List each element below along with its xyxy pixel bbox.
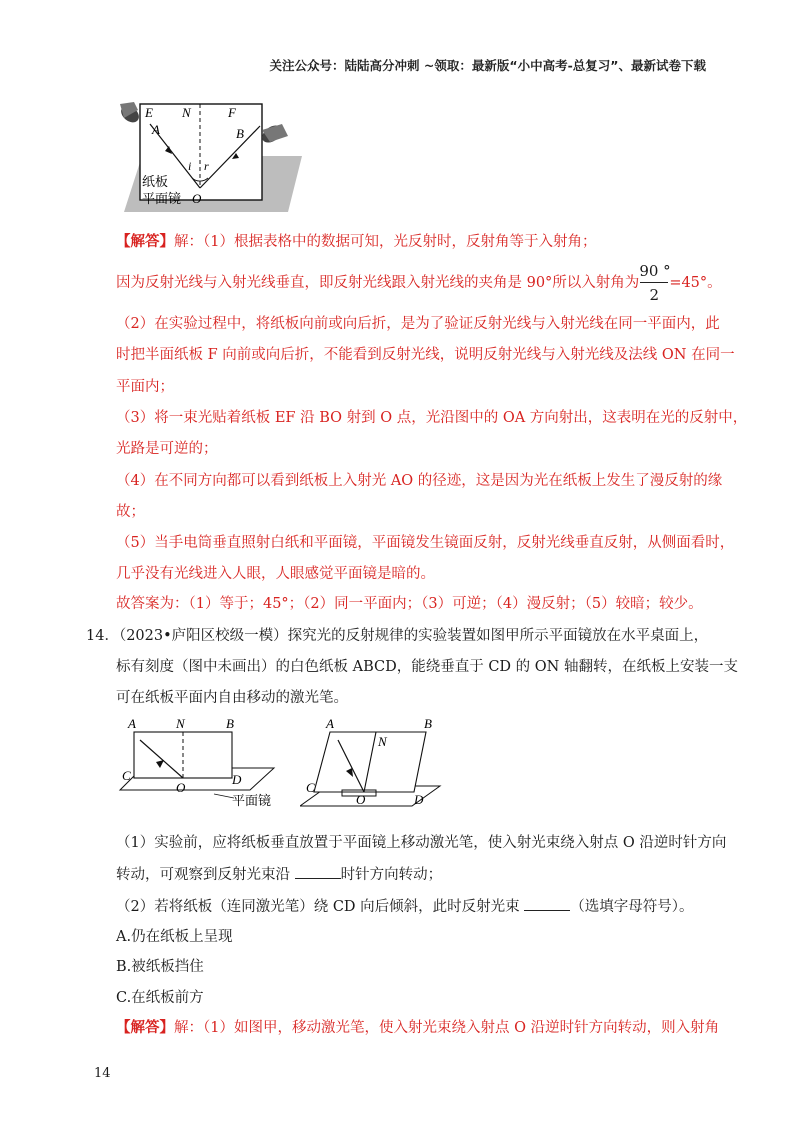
q14-part1-line-2: 转动，可观察到反射光束沿 时针方向转动； xyxy=(116,864,442,885)
answer13-line-5: 平面内； xyxy=(116,379,174,395)
label-n: N xyxy=(182,105,191,120)
label-leader xyxy=(214,794,234,798)
option-b: B.被纸板挡住 xyxy=(116,959,204,975)
answer13-line-2: 因为反射光线与入射光线垂直，即反射光线跟入射光线的夹角是 90°所以入射角为 $\frac{90 ^\circ}{2}$ =45°。 xyxy=(116,262,722,304)
answer13-line-6: （3）将一束光贴着纸板 EF 沿 BO 射到 O 点，光沿图中的 OA 方向射出，这表明在光的反射中， xyxy=(116,410,748,426)
yi-label-c: C xyxy=(306,780,315,795)
fraction-numerator: 90 ° xyxy=(639,262,671,280)
figure-yi xyxy=(300,712,450,808)
jia-label-o: O xyxy=(176,780,186,795)
yi-label-o: O xyxy=(356,792,366,807)
label-a: A xyxy=(152,122,160,137)
q14-part1-line-1: （1）实验前，应将纸板垂直放置于平面镜上移动激光笔，使入射光束绕入射点 O 沿逆时针方向 xyxy=(116,835,727,851)
answer13-line-9: 故； xyxy=(116,504,145,520)
q14-line-1: 14．（2023•庐阳区校级一模）探究光的反射规律的实验装置如图甲所示平面镜放在水平桌面上， xyxy=(86,628,709,644)
reflection-figure-1 xyxy=(112,96,302,214)
yi-label-d: D xyxy=(414,792,424,807)
figure-jia xyxy=(112,712,292,808)
answer13-line-10: （5）当手电筒垂直照射白纸和平面镜，平面镜发生镜面反射，反射光线垂直反射，从侧面看时， xyxy=(116,535,735,551)
q14-part2-line: （2）若将纸板（连同激光笔）绕 CD 向后倾斜，此时反射光束 （选填字母符号）。 xyxy=(116,896,694,917)
fraction-denominator: 2 xyxy=(649,286,660,304)
q14-line-2: 标有刻度（图中未画出）的白色纸板 ABCD，能绕垂直于 CD 的 ON 轴翻转，在纸板上安装一支 xyxy=(116,659,738,675)
answer-blank-2[interactable] xyxy=(524,896,570,911)
page-header: 关注公众号：陆陆高分冲刺 ~领取：最新版“小中高考-总复习”、最新试卷下载 xyxy=(269,58,706,73)
jia-label-b: B xyxy=(226,716,234,731)
answer-tag: 【解答】 xyxy=(116,1019,174,1036)
option-a: A.仍在纸板上呈现 xyxy=(116,929,233,945)
yi-label-n: N xyxy=(378,734,387,749)
jia-label-n: N xyxy=(176,716,185,731)
answer13-line-1: 【解答】解：（1）根据表格中的数据可知，光反射时，反射角等于入射角； xyxy=(116,233,597,250)
label-e: E xyxy=(145,105,153,120)
q14-line-3: 可在纸板平面内自由移动的激光笔。 xyxy=(116,690,348,706)
answer-blank-1[interactable] xyxy=(295,864,341,879)
answer13-line-3: （2）在实验过程中，将纸板向前或向后折，是为了验证反射光线与入射光线在同一平面内，此 xyxy=(116,316,720,332)
fraction-bar xyxy=(640,282,668,283)
jia-mirror-label: 平面镜 xyxy=(232,793,272,808)
label-b: B xyxy=(236,126,244,141)
label-o: O xyxy=(192,191,202,206)
answer13-final: 故答案为：（1）等于；45°；（2）同一平面内；（3）可逆；（4）漫反射；（5）较暗；较少。 xyxy=(116,596,703,612)
jia-label-d: D xyxy=(232,772,242,787)
answer14-line-1: 【解答】解：（1）如图甲，移动激光笔，使入射光束绕入射点 O 沿逆时针方向转动，则入射角 xyxy=(116,1019,720,1036)
option-c: C.在纸板前方 xyxy=(116,990,204,1006)
label-i: i xyxy=(188,159,192,173)
answer13-line-8: （4）在不同方向都可以看到纸板上入射光 AO 的径迹，这是因为光在纸板上发生了漫反射的缘 xyxy=(116,473,723,489)
answer13-line-7: 光路是可逆的； xyxy=(116,441,218,457)
answer13-line-4: 时把半面纸板 F 向前或向后折，不能看到反射光线，说明反射光线与入射光线及法线 ON 在同一 xyxy=(116,347,735,363)
answer13-line-11: 几乎没有光线进入人眼，人眼感觉平面镜是暗的。 xyxy=(116,566,435,582)
hand-left-icon xyxy=(118,102,142,126)
jia-label-c: C xyxy=(122,768,131,783)
mirror-label: 平面镜 xyxy=(142,191,182,206)
page-number: 14 xyxy=(94,1066,111,1081)
label-r: r xyxy=(204,159,209,173)
fraction xyxy=(639,262,671,304)
jia-label-a: A xyxy=(128,716,136,731)
label-f: F xyxy=(228,105,236,120)
board-label: 纸板 xyxy=(142,174,169,189)
yi-label-b: B xyxy=(424,716,432,731)
answer-tag: 【解答】 xyxy=(116,233,174,250)
yi-label-a: A xyxy=(326,716,334,731)
hand-right-icon xyxy=(259,122,288,146)
q14-number: 14． xyxy=(86,628,119,644)
